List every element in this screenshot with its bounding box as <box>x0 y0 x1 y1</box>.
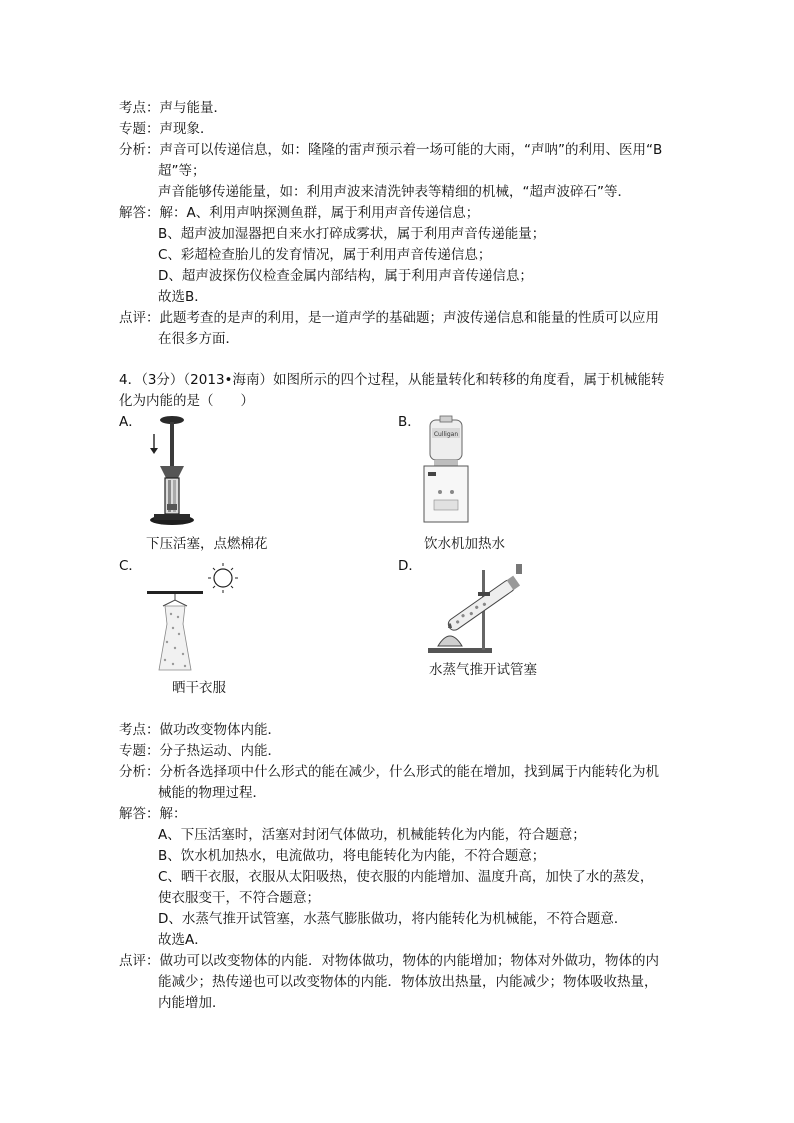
prev-zhuanti: 专题：声现象． <box>119 121 214 137</box>
answer-dianping-line1: 点评：做功可以改变物体的内能．对物体做功，物体的内能增加；物体对外做功，物体的内 <box>119 953 659 969</box>
answer-jieda-line5: D、水蒸气推开试管塞，水蒸气膨胀做功，将内能转化为机械能，不符合题意． <box>158 911 628 927</box>
option-b-letter: B． <box>398 414 421 430</box>
prev-dianping-line2: 在很多方面． <box>158 331 239 347</box>
option-b-caption: 饮水机加热水 <box>424 536 505 552</box>
prev-fenxi-line3: 声音能够传递能量，如：利用声波来清洗钟表等精细的机械，“超声波碎石”等． <box>158 184 631 200</box>
water-dispenser-figure <box>420 414 472 526</box>
answer-jieda-head: 解答：解： <box>119 806 187 822</box>
option-a-caption: 下压活塞，点燃棉花 <box>146 536 268 552</box>
answer-jieda-line4: 使衣服变干，不符合题意； <box>158 890 320 906</box>
prev-jieda-line5: 故选B． <box>158 289 208 305</box>
answer-dianping-line2: 能减少；热传递也可以改变物体的内能．物体放出热量，内能减少；物体吸收热量， <box>158 974 658 990</box>
prev-fenxi-line2: 超”等； <box>158 163 206 179</box>
option-c-caption: 晒干衣服 <box>172 680 226 696</box>
piston-fire-syringe-figure <box>140 412 200 530</box>
prev-jieda-line3: C、彩超检查胎儿的发育情况，属于利用声音传递信息； <box>158 247 492 263</box>
answer-fenxi-line1: 分析：分析各选择项中什么形式的能在减少，什么形式的能在增加，找到属于内能转化为机 <box>119 764 659 780</box>
answer-zhuanti: 专题：分子热运动、内能． <box>119 743 281 759</box>
prev-fenxi-line1: 分析：声音可以传递信息，如：隆隆的雷声预示着一场可能的大雨，“声呐”的利用、医用“B <box>119 142 663 158</box>
prev-dianping-line1: 点评：此题考查的是声的利用，是一道声学的基础题；声波传递信息和能量的性质可以应用 <box>119 310 659 326</box>
question-stem-line2: 化为内能的是（ ） <box>119 393 254 409</box>
answer-kaodian: 考点：做功改变物体内能． <box>119 722 281 738</box>
answer-dianping-line3: 内能增加． <box>158 995 226 1011</box>
answer-jieda-line2: B、饮水机加热水，电流做功，将电能转化为内能，不符合题意； <box>158 848 546 864</box>
option-c-letter: C． <box>119 558 142 574</box>
steam-test-tube-figure <box>420 560 538 656</box>
drying-clothes-figure <box>145 562 265 678</box>
answer-fenxi-line2: 械能的物理过程． <box>158 785 266 801</box>
option-d-caption: 水蒸气推开试管塞 <box>429 662 537 678</box>
prev-jieda-line1: 解答：解：A、利用声呐探测鱼群，属于利用声音传递信息； <box>119 205 480 221</box>
prev-kaodian: 考点：声与能量． <box>119 100 227 116</box>
prev-jieda-line4: D、超声波探伤仪检查金属内部结构，属于利用声音传递信息； <box>158 268 533 284</box>
option-d-letter: D． <box>398 558 422 574</box>
question-stem-line1: 4．（3分）（2013•海南）如图所示的四个过程，从能量转化和转移的角度看，属于机械能转 <box>119 372 665 388</box>
answer-jieda-line3: C、晒干衣服，衣服从太阳吸热，使衣服的内能增加、温度升高，加快了水的蒸发， <box>158 869 654 885</box>
bottle-brand-label: Culligan <box>433 431 459 438</box>
answer-jieda-line1: A、下压活塞时，活塞对封闭气体做功，机械能转化为内能，符合题意； <box>158 827 586 843</box>
prev-jieda-line2: B、超声波加湿器把自来水打碎成雾状，属于利用声音传递能量； <box>158 226 546 242</box>
answer-jieda-line6: 故选A． <box>158 932 208 948</box>
option-a-letter: A． <box>119 414 142 430</box>
